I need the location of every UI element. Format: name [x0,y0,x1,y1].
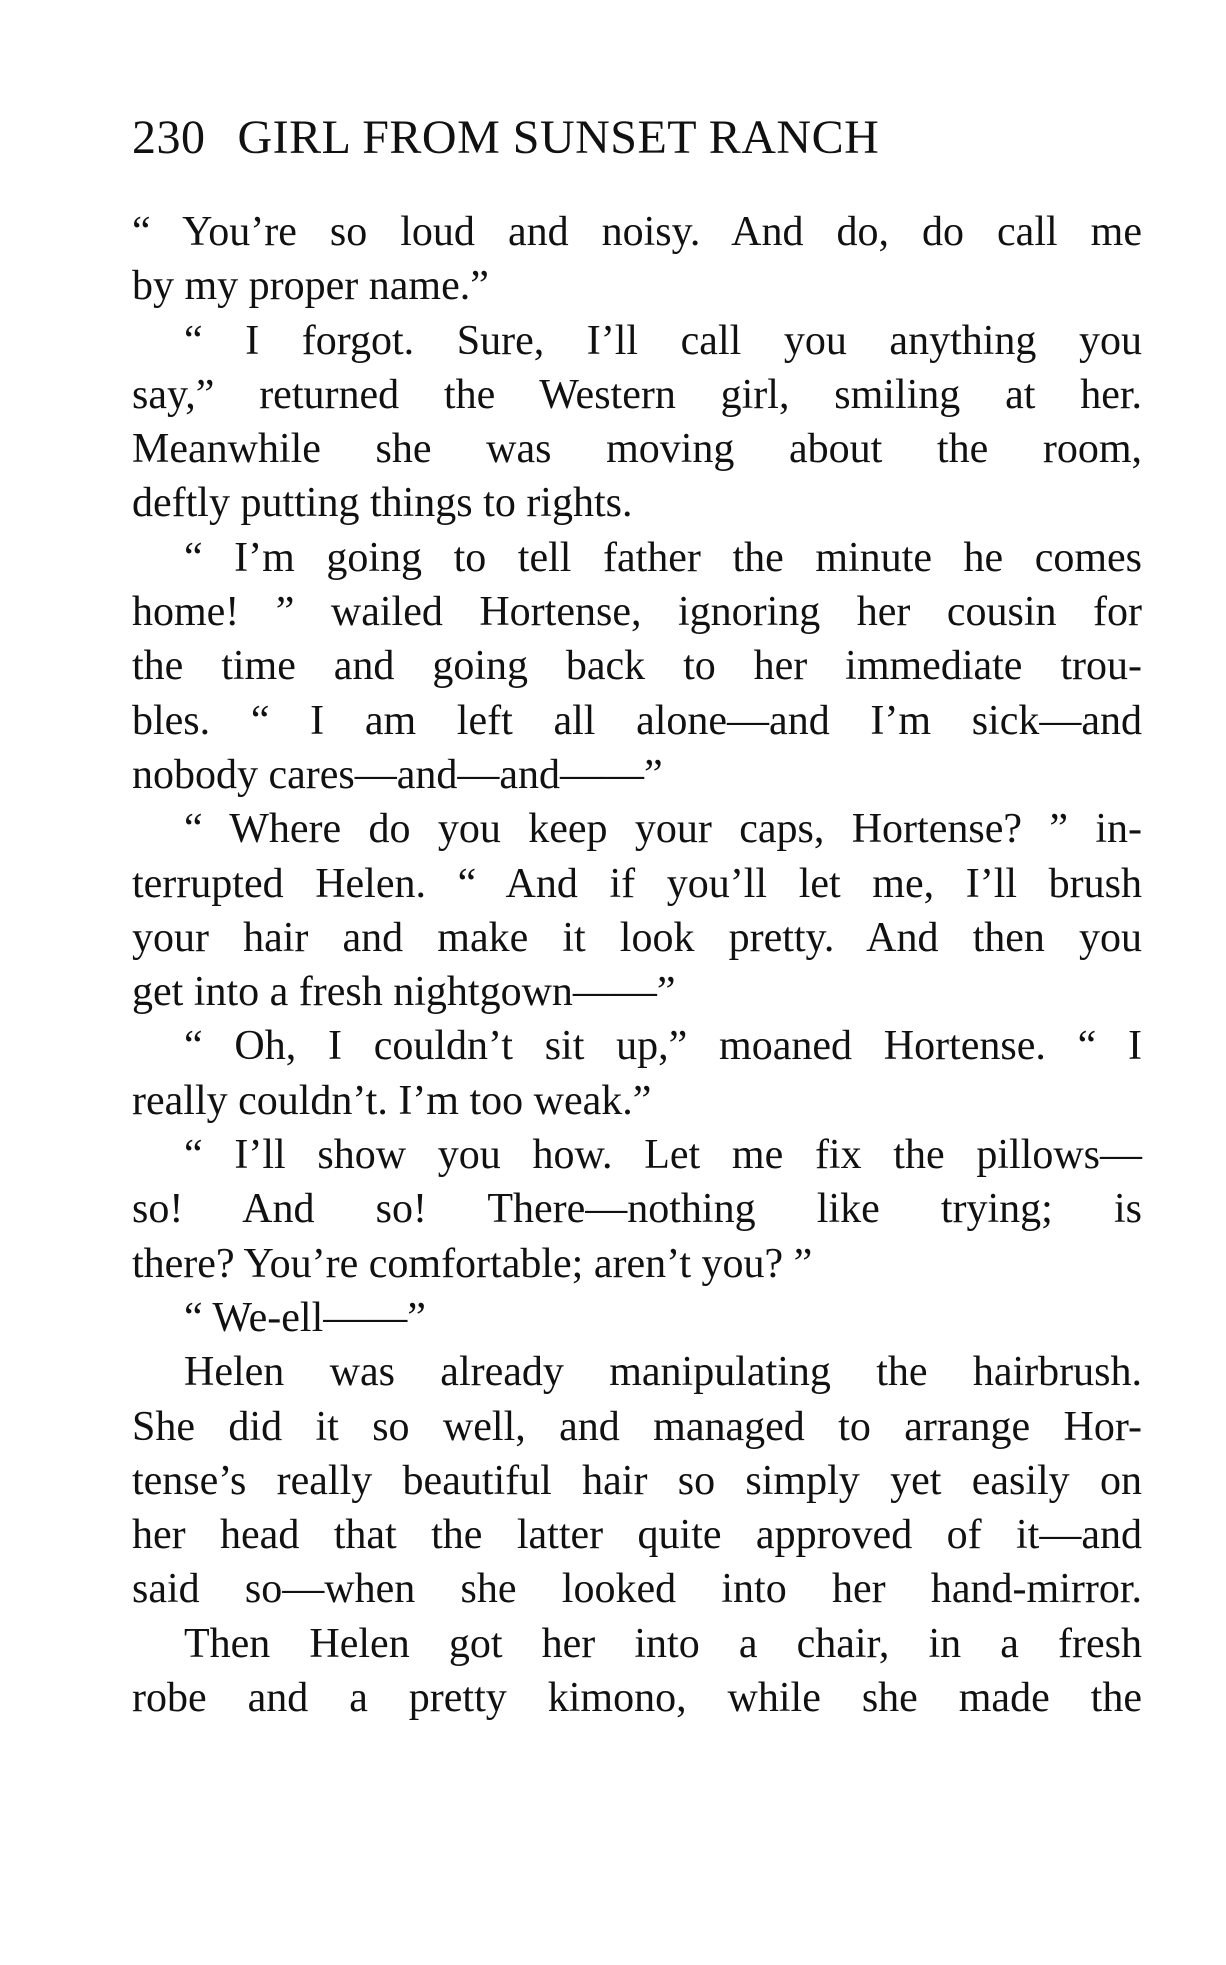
text-line: terrupted Helen. “ And if you’ll let me, I’ll brush [132,860,1142,907]
text-line: “ I’m going to tell father the minute he comes [184,534,1142,581]
body-text [132,205,1142,1725]
text-line: there? You’re comfortable; aren’t you? ” [132,1240,813,1287]
text-line: home! ” wailed Hortense, ignoring her cousin for [132,589,1142,636]
text-line: tense’s really beautiful hair so simply yet easily on [132,1457,1142,1504]
text-line: so! And so! There—nothing like trying; is [132,1186,1142,1233]
text-line: robe and a pretty kimono, while she made the [132,1675,1142,1722]
text-line: Then Helen got her into a chair, in a fresh [184,1620,1142,1667]
text-line: She did it so well, and managed to arrange Hor- [132,1403,1142,1450]
text-line: your hair and make it look pretty. And then you [132,914,1142,961]
text-line: say,” returned the Western girl, smiling at her. [132,371,1142,418]
text-line: Helen was already manipulating the hairbrush. [184,1349,1142,1396]
text-line: “ I forgot. Sure, I’ll call you anything you [184,317,1142,364]
text-line: get into a fresh nightgown——” [132,969,676,1016]
text-line: her head that the latter quite approved of it—and [132,1512,1142,1559]
text-line: nobody cares—and—and——” [132,751,663,798]
running-title: GIRL FROM SUNSET RANCH [237,111,880,164]
text-line: said so—when she looked into her hand-mirror. [132,1566,1142,1613]
text-line: “ Oh, I couldn’t sit up,” moaned Hortense. “ I [184,1023,1142,1070]
text-line: “ Where do you keep your caps, Hortense? ” in- [184,806,1142,853]
text-line: by my proper name.” [132,263,489,310]
text-line: “ You’re so loud and noisy. And do, do call me [132,209,1142,255]
text-line: “ I’ll show you how. Let me fix the pillows— [184,1132,1142,1179]
text-line: the time and going back to her immediate trou- [132,643,1142,690]
text-line: deftly putting things to rights. [132,480,633,527]
page-number: 230 [132,111,206,164]
text-line: bles. “ I am left all alone—and I’m sick—and [132,697,1142,744]
running-header [132,108,1012,168]
text-line: really couldn’t. I’m too weak.” [132,1077,652,1124]
text-line: “ We-ell——” [184,1294,426,1341]
text-line: Meanwhile she was moving about the room, [132,426,1142,473]
